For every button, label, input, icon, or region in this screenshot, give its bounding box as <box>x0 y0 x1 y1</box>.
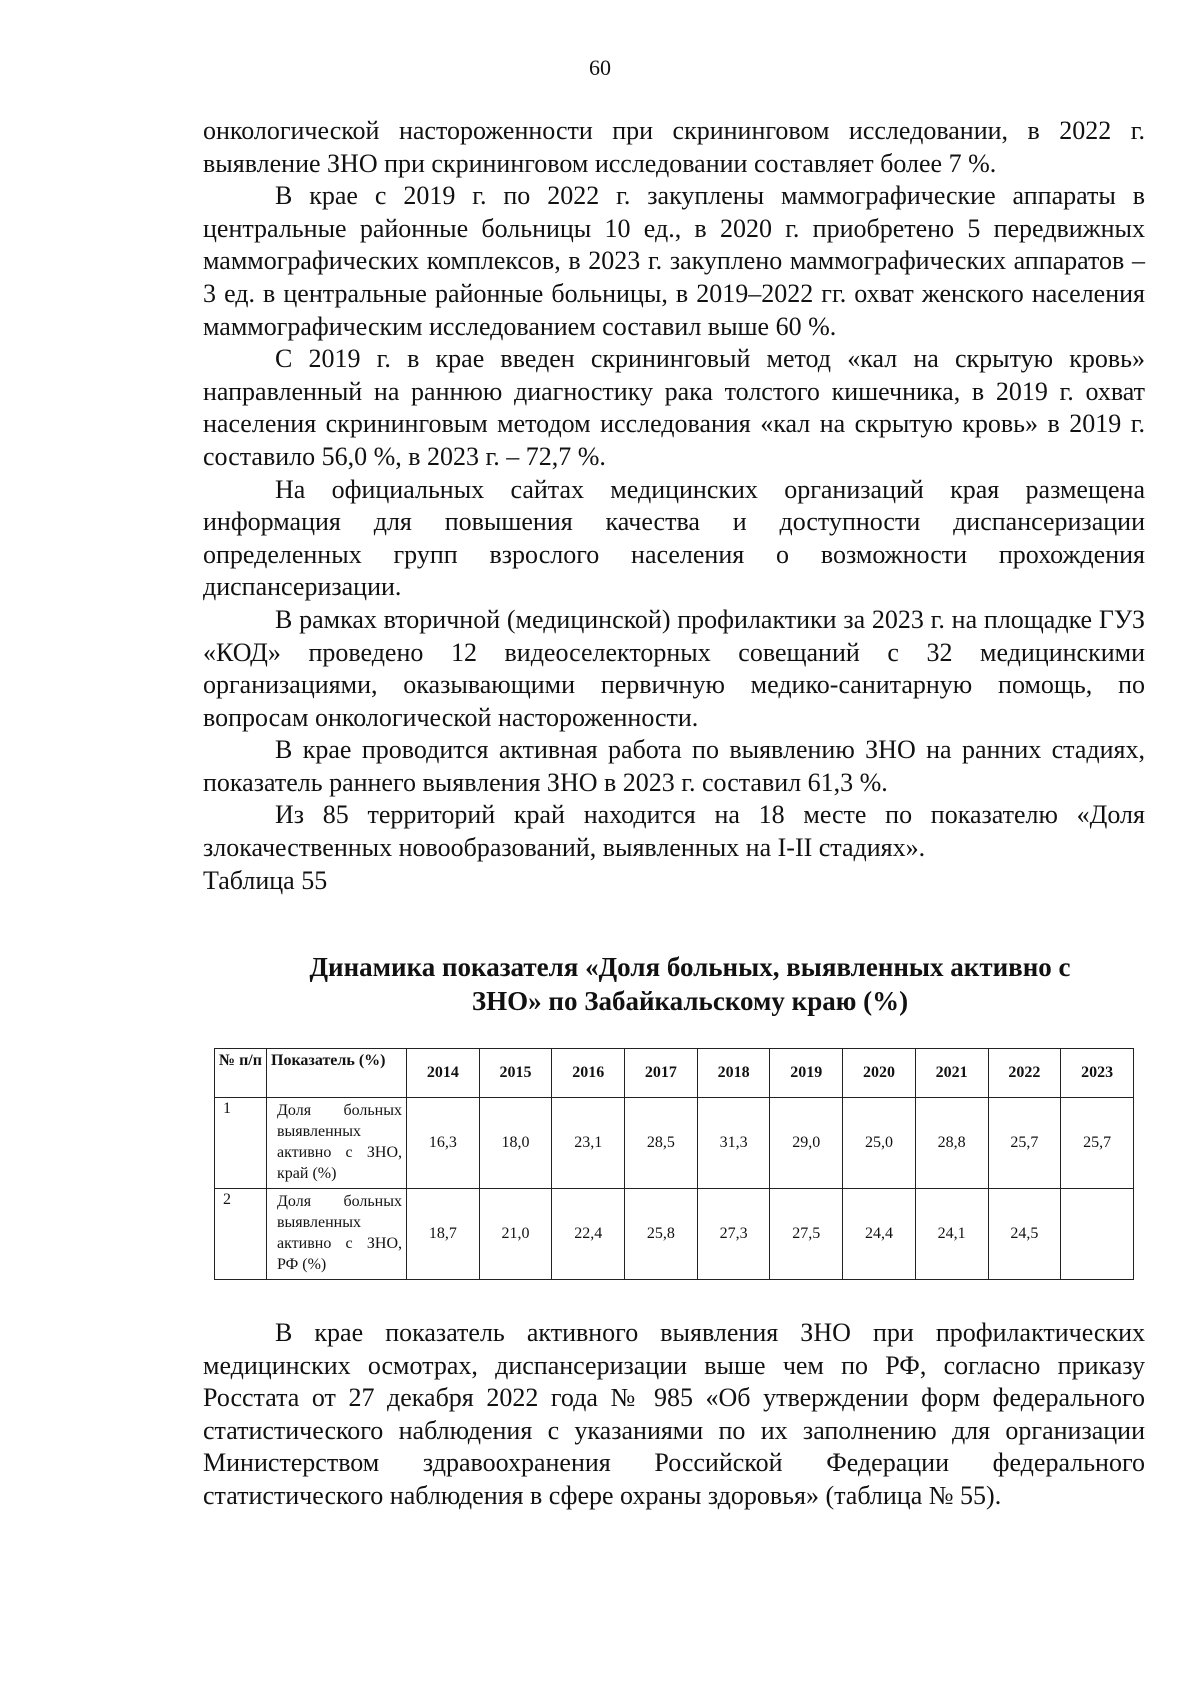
paragraph: Из 85 территорий край находится на 18 месте по показателю «Доля злокачественных новообразований, выявленных на I-II стадиях». <box>203 800 1145 863</box>
table-cell: 27,3 <box>697 1189 770 1280</box>
table-title <box>250 950 1130 1018</box>
table-cell: 24,4 <box>843 1189 916 1280</box>
header-year: 2021 <box>915 1049 988 1098</box>
paragraph: С 2019 г. в крае введен скрининговый метод «кал на скрытую кровь» направленный на раннюю диагностику рака толстого кишечника, в 2019 г. охват населения скрининговым методом исследования «кал на скрытую кровь» в 2019 г. составило 56,0 %, в 2023 г. – 72,7 %. <box>203 344 1145 471</box>
header-num: № п/п <box>215 1049 267 1098</box>
data-table <box>214 1048 1134 1280</box>
body-text-top <box>203 115 1145 897</box>
row-num: 2 <box>215 1189 267 1280</box>
header-year: 2019 <box>770 1049 843 1098</box>
paragraph: На официальных сайтах медицинских организаций края размещена информация для повышения качества и доступности диспансеризации определенных групп взрослого населения о возможности прохождения диспансеризации. <box>203 474 1145 602</box>
header-year: 2016 <box>552 1049 625 1098</box>
header-name: Показатель (%) <box>267 1049 407 1098</box>
table-title-line: Динамика показателя «Доля больных, выявленных активно с <box>309 952 1071 982</box>
table-cell: 27,5 <box>770 1189 843 1280</box>
header-year: 2022 <box>988 1049 1061 1098</box>
table-cell: 25,8 <box>625 1189 698 1280</box>
header-year: 2017 <box>625 1049 698 1098</box>
table-cell: 18,0 <box>479 1098 552 1189</box>
paragraph: В крае показатель активного выявления ЗНО при профилактических медицинских осмотрах, диспансеризации выше чем по РФ, согласно приказу Росстата от 27 декабря 2022 года № 985 «Об утверждении форм федерального статистического наблюдения с указаниями по их заполнению для организации Министерством здравоохранения Российской Федерации федерального статистического наблюдения в сфере охраны здоровья» (таблица № 55). <box>203 1318 1145 1510</box>
table-cell: 24,1 <box>915 1189 988 1280</box>
row-name: Доля больных выявленных активно с ЗНО, РФ (%) <box>267 1189 407 1280</box>
table-cell: 25,7 <box>988 1098 1061 1189</box>
table-cell: 25,7 <box>1061 1098 1134 1189</box>
paragraph: онкологической настороженности при скрининговом исследовании, в 2022 г. выявление ЗНО при скрининговом исследовании составляет более 7 %. <box>203 116 1145 178</box>
table-cell: 18,7 <box>407 1189 480 1280</box>
header-year: 2015 <box>479 1049 552 1098</box>
table-cell: 25,0 <box>843 1098 916 1189</box>
header-year: 2020 <box>843 1049 916 1098</box>
table-cell: 29,0 <box>770 1098 843 1189</box>
table-row <box>215 1189 1134 1280</box>
header-year: 2023 <box>1061 1049 1134 1098</box>
paragraph: В рамках вторичной (медицинской) профилактики за 2023 г. на площадке ГУЗ «КОД» проведено 12 видеоселекторных совещаний с 32 медицинскими организациями, оказывающими первичную медико-санитарную помощь, по вопросам онкологической настороженности. <box>203 604 1145 732</box>
table-cell: 22,4 <box>552 1189 625 1280</box>
page-number: 60 <box>589 55 611 80</box>
table-label: Таблица 55 <box>203 865 328 895</box>
table-title-line: ЗНО» по Забайкальскому краю (%) <box>471 986 909 1016</box>
table-cell: 28,8 <box>915 1098 988 1189</box>
table-row <box>215 1098 1134 1189</box>
paragraph: В крае с 2019 г. по 2022 г. закуплены маммографические аппараты в центральные районные больницы 10 ед., в 2020 г. приобретено 5 передвижных маммографических комплексов, в 2023 г. закуплено маммографических аппаратов – 3 ед. в центральные районные больницы, в 2019–2022 гг. охват женского населения маммографическим исследованием составил выше 60 %. <box>203 181 1145 341</box>
row-name: Доля больных выявленных активно с ЗНО, край (%) <box>267 1098 407 1189</box>
table-header-row <box>215 1049 1134 1098</box>
table-cell: 21,0 <box>479 1189 552 1280</box>
row-num: 1 <box>215 1098 267 1189</box>
paragraph: В крае проводится активная работа по выявлению ЗНО на ранних стадиях, показатель раннего выявления ЗНО в 2023 г. составил 61,3 %. <box>203 735 1145 797</box>
table-cell: 23,1 <box>552 1098 625 1189</box>
table-cell <box>1061 1189 1134 1280</box>
body-text-bottom <box>203 1317 1145 1513</box>
header-year: 2014 <box>407 1049 480 1098</box>
table-cell: 28,5 <box>625 1098 698 1189</box>
header-year: 2018 <box>697 1049 770 1098</box>
table-cell: 16,3 <box>407 1098 480 1189</box>
table-cell: 31,3 <box>697 1098 770 1189</box>
table-cell: 24,5 <box>988 1189 1061 1280</box>
